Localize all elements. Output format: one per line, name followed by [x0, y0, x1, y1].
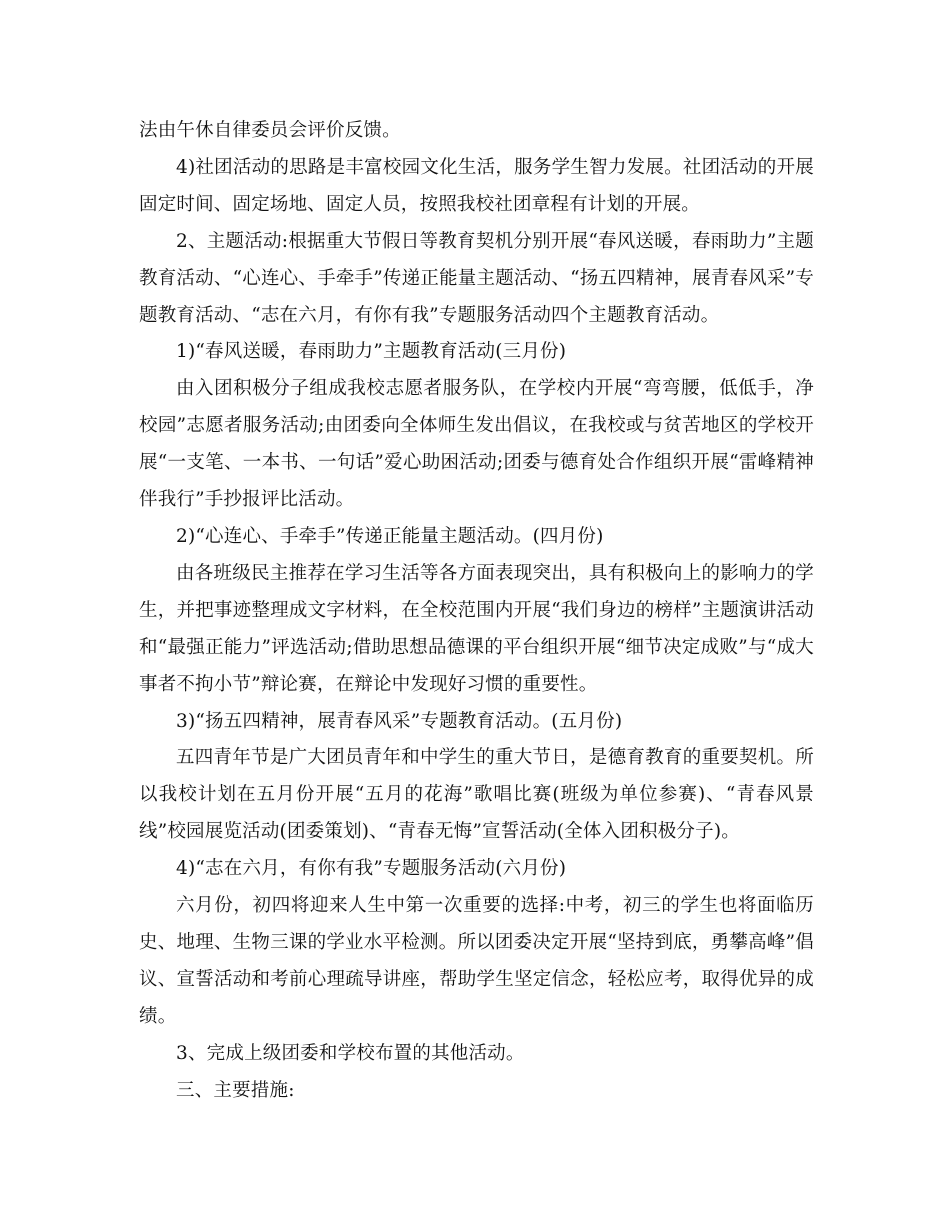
paragraph: 4)“志在六月，有你有我”专题服务活动(六月份) — [176, 858, 567, 880]
paragraph: 3)“扬五四精神，展青春风采”专题教育活动。(五月份) — [176, 710, 623, 732]
paragraph: 由入团积极分子组成我校志愿者服务队，在学校内开展“弯弯腰，低低手，净校园”志愿者服务活动;由团委向全体师生发出倡议，在我校或与贫苦地区的学校开展“一支笔、一本书、一句话”爱心助困活动;团委与德育处合作组织开展“雷峰精神伴我行”手抄报评比活动。 — [139, 378, 814, 511]
paragraph: 三、主要措施: — [176, 1079, 295, 1101]
paragraph: 五四青年节是广大团员青年和中学生的重大节日，是德育教育的重要契机。所以我校计划在五月份开展“五月的花海”歌唱比赛(班级为单位参赛)、“青春风景线”校园展览活动(团委策划)、“青春无悔”宣誓活动(全体入团积极分子)。 — [139, 747, 814, 843]
paragraph: 1)“春风送暖，春雨助力”主题教育活动(三月份) — [176, 341, 567, 363]
paragraph: 法由午休自律委员会评价反馈。 — [139, 120, 401, 141]
paragraph: 2、主题活动:根据重大节假日等教育契机分别开展“春风送暖，春雨助力”主题教育活动、“心连心、手牵手”传递正能量主题活动、“扬五四精神，展青春风采”专题教育活动、“志在六月，有你有我”专题服务活动四个主题教育活动。 — [139, 230, 814, 326]
paragraph: 六月份，初四将迎来人生中第一次重要的选择:中考，初三的学生也将面临历史、地理、生物三课的学业水平检测。所以团委决定开展“坚持到底，勇攀高峰”倡议、宣誓活动和考前心理疏导讲座，帮助学生坚定信念，轻松应考，取得优异的成绩。 — [139, 895, 814, 1027]
paragraph: 由各班级民主推荐在学习生活等各方面表现突出，具有积极向上的影响力的学生，并把事迹整理成文字材料，在全校范围内开展“我们身边的榜样”主题演讲活动和“最强正能力”评选活动;借助思想品德课的平台组织开展“细节决定成败”与“成大事者不拘小节”辩论赛，在辩论中发现好习惯的重要性。 — [139, 562, 814, 695]
paragraph: 2)“心连心、手牵手”传递正能量主题活动。(四月份) — [176, 525, 604, 547]
paragraph: 4)社团活动的思路是丰富校园文化生活，服务学生智力发展。社团活动的开展固定时间、固定场地、固定人员，按照我校社团章程有计划的开展。 — [139, 156, 814, 215]
document-body — [139, 113, 814, 1109]
paragraph: 3、完成上级团委和学校布置的其他活动。 — [176, 1042, 525, 1064]
